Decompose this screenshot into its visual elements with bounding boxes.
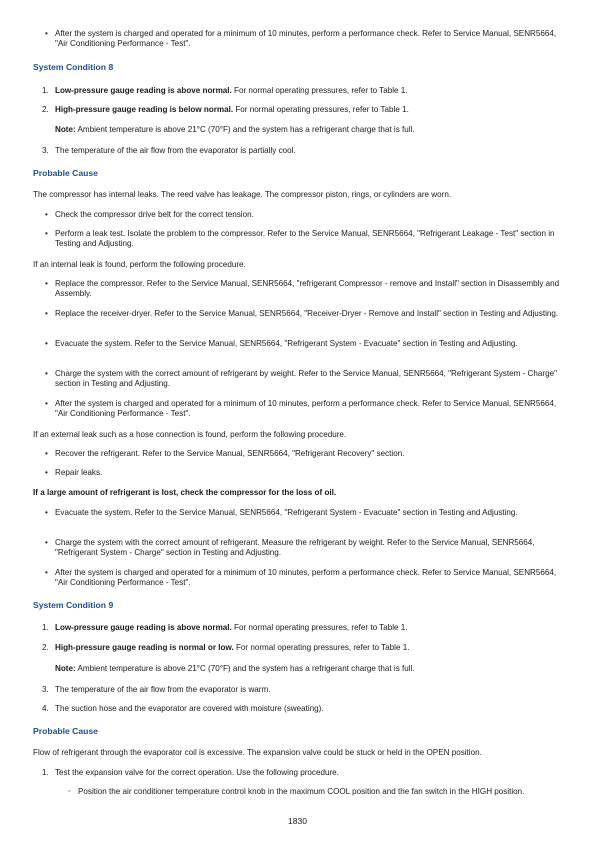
item-number: 2. xyxy=(42,643,49,652)
item-number: 1. xyxy=(42,86,49,95)
item-number: 1. xyxy=(42,623,49,632)
item-bold-text: High-pressure gauge reading is normal or low. xyxy=(55,643,234,652)
bullet-item: • Charge the system with the correct amount of refrigerant. Measure the refrigerant by weight. Refer to the Service Manual, SENR5664, "Refrigerant System - Charge" section in Testing and Adjusting. xyxy=(55,538,560,558)
bullet-item: • After the system is charged and operated for a minimum of 10 minutes, perform a performance check. Refer to Service Manual, SENR5664, "Air Conditioning Performance - Test". xyxy=(55,29,560,49)
item-bold-text: Low-pressure gauge reading is above normal. xyxy=(55,86,232,95)
paragraph: If an internal leak is found, perform the following procedure. xyxy=(33,260,246,269)
item-text: The temperature of the air flow from the evaporator is warm. xyxy=(55,685,271,694)
page-number: 1830 xyxy=(288,816,307,826)
item-number: 4. xyxy=(42,704,49,713)
item-number: 1. xyxy=(42,768,49,777)
bullet-item: • Check the compressor drive belt for the correct tension. xyxy=(55,210,560,220)
note-label: Note: xyxy=(55,125,76,134)
numbered-item xyxy=(42,105,560,115)
bullet-item: • After the system is charged and operated for a minimum of 10 minutes, perform a performance check. Refer to Service Manual, SENR5664, "Air Conditioning Performance - Test". xyxy=(55,399,560,419)
item-text: The temperature of the air flow from the evaporator is partially cool. xyxy=(55,146,296,155)
section-heading: Probable Cause xyxy=(33,168,98,178)
numbered-item xyxy=(42,86,560,96)
item-number: 3. xyxy=(42,146,49,155)
numbered-item xyxy=(42,685,560,695)
section-heading: System Condition 8 xyxy=(33,62,114,72)
numbered-item xyxy=(42,623,560,633)
bullet-item: • Evacuate the system. Refer to the Service Manual, SENR5664, "Refrigerant System - Evacuate" section in Testing and Adjusting. xyxy=(55,508,560,518)
item-text: For normal operating pressures, refer to Table 1. xyxy=(233,105,409,114)
item-text: For normal operating pressures, refer to Table 1. xyxy=(233,643,410,652)
item-number: 2. xyxy=(42,105,49,114)
paragraph: If an external leak such as a hose connection is found, perform the following procedure. xyxy=(33,430,347,439)
numbered-item xyxy=(42,146,560,156)
note-text: Ambient temperature is above 21°C (70°F) and the system has a refrigerant charge that is full. xyxy=(75,664,415,673)
item-bold-text: Low-pressure gauge reading is above normal. xyxy=(55,623,232,632)
item-number: 3. xyxy=(42,685,49,694)
section-heading: Probable Cause xyxy=(33,726,98,736)
bullet-item: • Perform a leak test. Isolate the problem to the compressor. Refer to the Service Manual, SENR5664, "Refrigerant Leakage - Test" section in Testing and Adjusting. xyxy=(55,229,560,249)
item-text: For normal operating pressures, refer to Table 1. xyxy=(231,86,408,95)
note xyxy=(55,664,560,674)
bullet-item: • Charge the system with the correct amount of refrigerant by weight. Refer to the Service Manual, SENR5664, "Refrigerant System - Charge" section in Testing and Adjusting. xyxy=(55,369,560,389)
bullet-item: • Replace the receiver-dryer. Refer to the Service Manual, SENR5664, "Receiver-Dryer - Remove and Install" section in Testing and Adjusting. xyxy=(55,309,560,319)
bullet-item: • Replace the compressor. Refer to the Service Manual, SENR5664, "refrigerant Compressor - remove and Install" section in Disassembly and Assembly. xyxy=(55,279,560,299)
sub-bullet-item: ◦ Position the air conditioner temperature control knob in the maximum COOL position and the fan switch in the HIGH position. xyxy=(78,787,548,797)
paragraph: The compressor has internal leaks. The reed valve has leakage. The compressor piston, rings, or cylinders are worn. xyxy=(33,190,452,199)
numbered-item xyxy=(42,768,560,778)
bullet-item: • Recover the refrigerant. Refer to the Service Manual, SENR5664, "Refrigerant Recovery" section. xyxy=(55,449,560,459)
item-text: The suction hose and the evaporator are covered with moisture (sweating). xyxy=(55,704,324,713)
numbered-item xyxy=(42,704,560,714)
paragraph: Flow of refrigerant through the evaporator coil is excessive. The expansion valve could be stuck or held in the OPEN position. xyxy=(33,748,482,757)
bullet-item: • After the system is charged and operated for a minimum of 10 minutes, perform a performance check. Refer to Service Manual, SENR5664, "Air Conditioning Performance - Test". xyxy=(55,568,560,588)
bold-paragraph: If a large amount of refrigerant is lost, check the compressor for the loss of oil. xyxy=(33,488,337,497)
note xyxy=(55,125,560,135)
item-text: For normal operating pressures, refer to Table 1. xyxy=(231,623,408,632)
bullet-item: • Evacuate the system. Refer to the Service Manual, SENR5664, "Refrigerant System - Evacuate" section in Testing and Adjusting. xyxy=(55,339,560,349)
note-label: Note: xyxy=(55,664,76,673)
item-bold-text: High-pressure gauge reading is below normal. xyxy=(55,105,234,114)
numbered-item xyxy=(42,643,560,653)
note-text: Ambient temperature is above 21°C (70°F) and the system has a refrigerant charge that is full. xyxy=(75,125,415,134)
section-heading: System Condition 9 xyxy=(33,600,114,610)
bullet-item: • Repair leaks. xyxy=(55,468,560,478)
item-text: Test the expansion valve for the correct operation. Use the following procedure. xyxy=(55,768,339,777)
